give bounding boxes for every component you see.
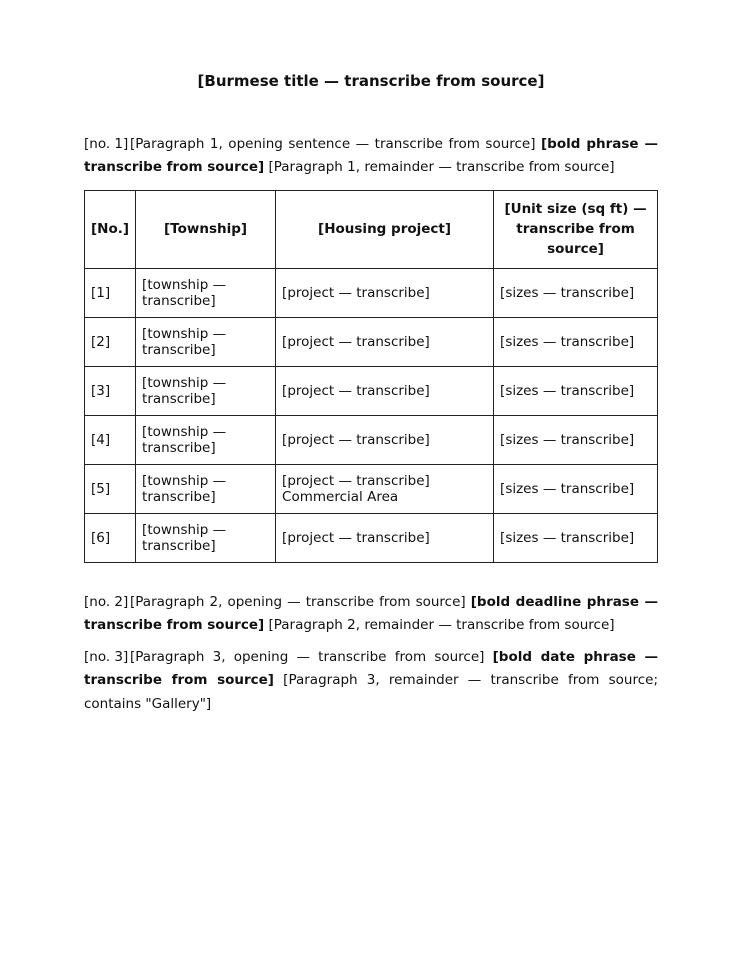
- row-number: [3]: [85, 366, 136, 415]
- table-row: [85, 415, 658, 464]
- row-number: [4]: [85, 415, 136, 464]
- row-size: [sizes — transcribe]: [494, 366, 658, 415]
- paragraph-2-text-b: [Paragraph 2, remainder — transcribe from source]: [264, 617, 615, 634]
- row-township: [township — transcribe]: [136, 415, 276, 464]
- row-size: [sizes — transcribe]: [494, 317, 658, 366]
- table-row: [85, 366, 658, 415]
- paragraph-3-number: [no. 3]: [84, 648, 129, 665]
- paragraph-2: [84, 591, 658, 638]
- table-row: [85, 513, 658, 562]
- paragraph-3-text-a: [Paragraph 3, opening — transcribe from source]: [130, 648, 493, 665]
- paragraph-1-text-b: [Paragraph 1, remainder — transcribe from source]: [264, 159, 615, 176]
- paragraph-2-number: [no. 2]: [84, 593, 129, 610]
- row-project: [project — transcribe]: [276, 366, 494, 415]
- paragraph-1-bold: [bold phrase — transcribe from source]: [84, 135, 658, 176]
- row-number: [1]: [85, 268, 136, 317]
- header-size: [Unit size (sq ft) — transcribe from source]: [494, 190, 658, 268]
- paragraph-3: [84, 646, 658, 717]
- header-township: [Township]: [136, 190, 276, 268]
- row-size: [sizes — transcribe]: [494, 513, 658, 562]
- row-number: [2]: [85, 317, 136, 366]
- row-project: [project — transcribe]: [276, 317, 494, 366]
- row-number: [6]: [85, 513, 136, 562]
- header-project: [Housing project]: [276, 190, 494, 268]
- row-project: [project — transcribe] Commercial Area: [276, 464, 494, 513]
- table-header-row: [85, 190, 658, 268]
- table-row: [85, 464, 658, 513]
- row-township: [township — transcribe]: [136, 464, 276, 513]
- row-township: [township — transcribe]: [136, 268, 276, 317]
- header-no: [No.]: [85, 190, 136, 268]
- row-size: [sizes — transcribe]: [494, 415, 658, 464]
- row-project: [project — transcribe]: [276, 268, 494, 317]
- housing-units-table: [84, 190, 658, 563]
- row-project: [project — transcribe]: [276, 513, 494, 562]
- table-row: [85, 268, 658, 317]
- row-project: [project — transcribe]: [276, 415, 494, 464]
- document-title: [Burmese title — transcribe from source]: [197, 72, 545, 90]
- paragraph-1: [84, 133, 658, 180]
- row-township: [township — transcribe]: [136, 366, 276, 415]
- paragraph-3-text-b: [Paragraph 3, remainder — transcribe from source; contains "Gallery"]: [84, 672, 659, 712]
- table-row: [85, 317, 658, 366]
- paragraph-1-number: [no. 1]: [84, 135, 129, 152]
- paragraph-2-bold: [bold deadline phrase — transcribe from source]: [84, 593, 658, 634]
- row-size: [sizes — transcribe]: [494, 464, 658, 513]
- row-number: [5]: [85, 464, 136, 513]
- row-township: [township — transcribe]: [136, 317, 276, 366]
- paragraph-2-text-a: [Paragraph 2, opening — transcribe from source]: [130, 593, 471, 610]
- paragraph-3-bold: [bold date phrase — transcribe from source]: [84, 648, 658, 689]
- row-township: [township — transcribe]: [136, 513, 276, 562]
- paragraph-1-text-a: [Paragraph 1, opening sentence — transcribe from source]: [130, 135, 542, 152]
- row-size: [sizes — transcribe]: [494, 268, 658, 317]
